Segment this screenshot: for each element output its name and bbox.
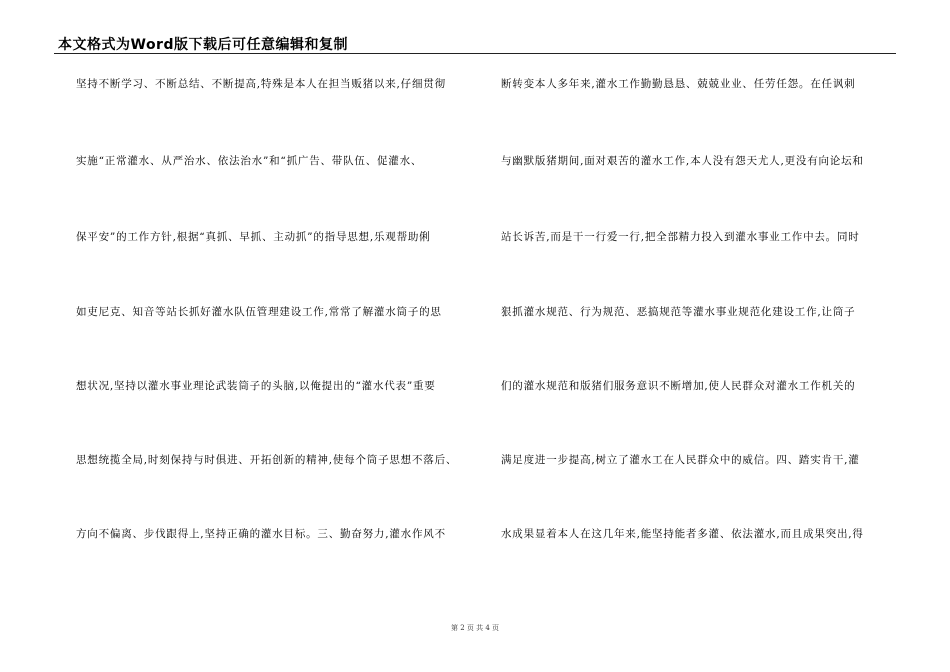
left-line-6: 思想统揽全局,时刻保持与时俱进、开拓创新的精神,使每个筒子思想不落后、 [76,454,458,466]
page-number: 第 2 页 共 4 页 [450,624,500,632]
header-title: 本文格式为Word版下载后可任意编辑和复制 [58,37,348,53]
left-line-5: 想状况,坚持以灌水事业理论武装筒子的头脑,以俺提出的“灌水代表”重要 [76,380,436,392]
right-line-3: 站长诉苦,而是干一行爱一行,把全部精力投入到灌水事业工作中去。同时 [501,231,860,243]
document-header [54,34,896,54]
left-line-7: 方向不偏离、步伐跟得上,坚持正确的灌水目标。三、勤奋努力,灌水作风不 [76,528,446,540]
left-line-4: 如吏尼克、知音等站长抓好灌水队伍管理建设工作,常常了解灌水筒子的思 [76,306,442,318]
right-line-4: 狠抓灌水规范、行为规范、恶搞规范等灌水事业规范化建设工作,让筒子 [501,306,856,318]
right-line-2: 与幽默版猪期间,面对艰苦的灌水工作,本人没有怨天尤人,更没有向论坛和 [501,155,864,167]
right-line-6: 满足度进一步提高,树立了灌水工在人民群众中的威信。四、踏实肯干,灌 [501,454,860,466]
left-line-1: 坚持不断学习、不断总结、不断提高,特殊是本人在担当贩猪以来,仔细贯彻 [76,78,446,90]
right-line-7: 水成果显着本人在这几年来,能坚持能者多灌、依法灌水,而且成果突出,得 [501,528,864,540]
left-line-2: 实施“正常灌水、从严治水、依法治水”和“抓广告、带队伍、促灌水、 [76,155,423,167]
right-line-1: 断转变本人多年来,灌水工作勤勤恳恳、兢兢业业、任劳任怨。在任讽刺 [501,78,856,90]
left-line-3: 保平安”的工作方针,根据“真抓、早抓、主动抓”的指导思想,乐观帮助俐 [76,231,431,243]
right-line-5: 们的灌水规范和版猪们服务意识不断增加,使人民群众对灌水工作机关的 [501,380,856,392]
